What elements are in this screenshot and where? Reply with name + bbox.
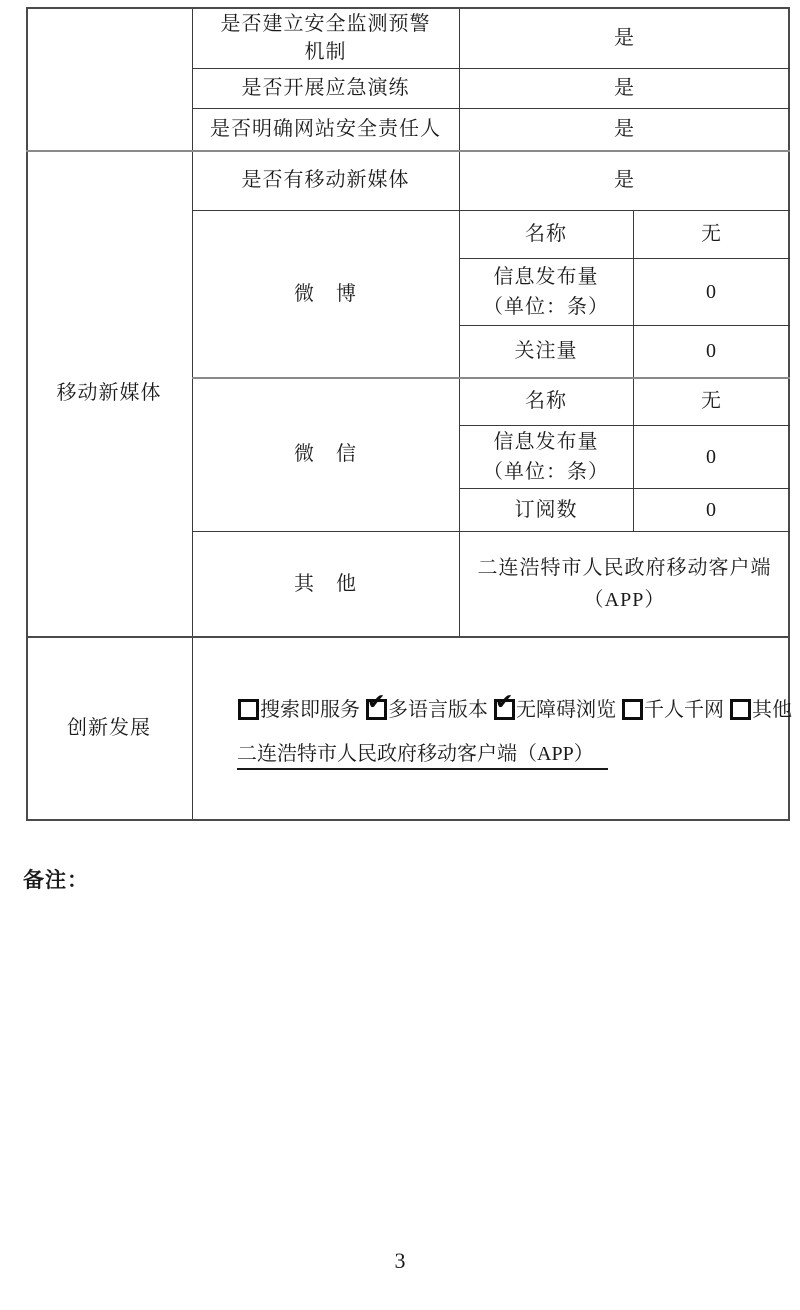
label-line: 订阅数	[514, 498, 578, 521]
value-text: 是	[614, 169, 635, 191]
checkbox-personalized-site[interactable]	[622, 699, 643, 720]
value-text: 0	[706, 445, 717, 468]
innovation-content-cell	[192, 636, 790, 819]
row-label-security-responsible-person	[192, 108, 459, 150]
weibo-followers-label	[459, 325, 633, 377]
value-text: 0	[706, 280, 717, 303]
row-value-security-responsible-person	[459, 108, 790, 150]
checkbox-label: 搜索即服务	[260, 698, 360, 721]
label-line: 是否建立安全监测预警	[220, 12, 431, 35]
checkbox-label: 无障碍浏览	[516, 698, 616, 721]
label-line: 是否有移动新媒体	[241, 169, 410, 191]
label-line: （单位：条）	[483, 295, 609, 318]
remark-label: 备注：	[23, 868, 89, 892]
row-value-security-monitoring	[459, 7, 790, 68]
checkbox-label: 千人千网	[644, 698, 724, 721]
page-number: 3	[394, 1248, 406, 1273]
table-grid-line	[26, 819, 790, 821]
row-label-security-monitoring	[192, 7, 459, 68]
group-label-other-media	[192, 531, 459, 636]
value-text: 0	[706, 340, 717, 362]
checkbox-item-other	[729, 695, 792, 725]
checkbox-accessibility[interactable]	[494, 699, 515, 720]
wechat-post-count-value	[633, 425, 790, 488]
checkbox-item-personalized-site	[621, 695, 724, 725]
checkbox-label: 多语言版本	[388, 698, 488, 721]
value-text: 是	[614, 77, 635, 99]
wechat-subscribers-value	[633, 488, 790, 531]
checkbox-other[interactable]	[730, 699, 751, 720]
label-line: 关注量	[514, 340, 578, 362]
wechat-name-value	[633, 377, 790, 425]
label-line: 其 他	[294, 572, 357, 595]
value-text: 无	[701, 390, 722, 412]
checkbox-search-service[interactable]	[238, 699, 259, 720]
checkbox-multilingual[interactable]	[366, 699, 387, 720]
label-line: 是否明确网站安全责任人	[210, 118, 441, 140]
weibo-post-count-label	[459, 258, 633, 325]
row-value-has-mobile-media	[459, 150, 790, 210]
label-line: 微 博	[294, 282, 357, 305]
weibo-post-count-value	[633, 258, 790, 325]
label-line: 机制	[304, 40, 347, 63]
row-label-has-mobile-media	[192, 150, 459, 210]
checkbox-item-search-service	[237, 695, 360, 725]
value-text: 0	[706, 498, 717, 521]
value-text: 二连浩特市人民政府移动客户端	[477, 556, 772, 579]
group-label-weibo	[192, 210, 459, 377]
label-line: 名称	[525, 223, 567, 245]
checkbox-item-accessibility	[493, 695, 616, 725]
section-label-text: 移动新媒体	[56, 382, 162, 404]
innovation-detail-text: 二连浩特市人民政府移动客户端（APP）	[237, 737, 608, 770]
label-line: 名称	[525, 390, 567, 412]
label-line: 信息发布量	[493, 265, 599, 288]
wechat-post-count-label	[459, 425, 633, 488]
value-text: 是	[614, 118, 635, 140]
value-text: 是	[614, 26, 635, 49]
value-text: 无	[701, 223, 722, 245]
checkbox-item-multilingual	[365, 695, 488, 725]
wechat-name-label	[459, 377, 633, 425]
label-line: 信息发布量	[493, 430, 599, 453]
wechat-subscribers-label	[459, 488, 633, 531]
label-line: （单位：条）	[483, 460, 609, 483]
value-text: （APP）	[583, 588, 666, 611]
label-line: 是否开展应急演练	[241, 77, 410, 99]
row-label-emergency-drill	[192, 68, 459, 108]
innovation-options-line	[237, 695, 792, 730]
checkbox-label: 其他	[752, 698, 792, 721]
section-label-innovation	[26, 636, 192, 819]
section-label-text: 创新发展	[67, 716, 151, 739]
group-label-wechat	[192, 377, 459, 531]
label-line: 微 信	[294, 443, 357, 465]
innovation-detail-line	[237, 737, 792, 770]
section-label-mobile-new-media	[26, 150, 192, 636]
row-value-emergency-drill	[459, 68, 790, 108]
weibo-name-value	[633, 210, 790, 258]
weibo-name-label	[459, 210, 633, 258]
weibo-followers-value	[633, 325, 790, 377]
other-media-value	[459, 531, 790, 636]
